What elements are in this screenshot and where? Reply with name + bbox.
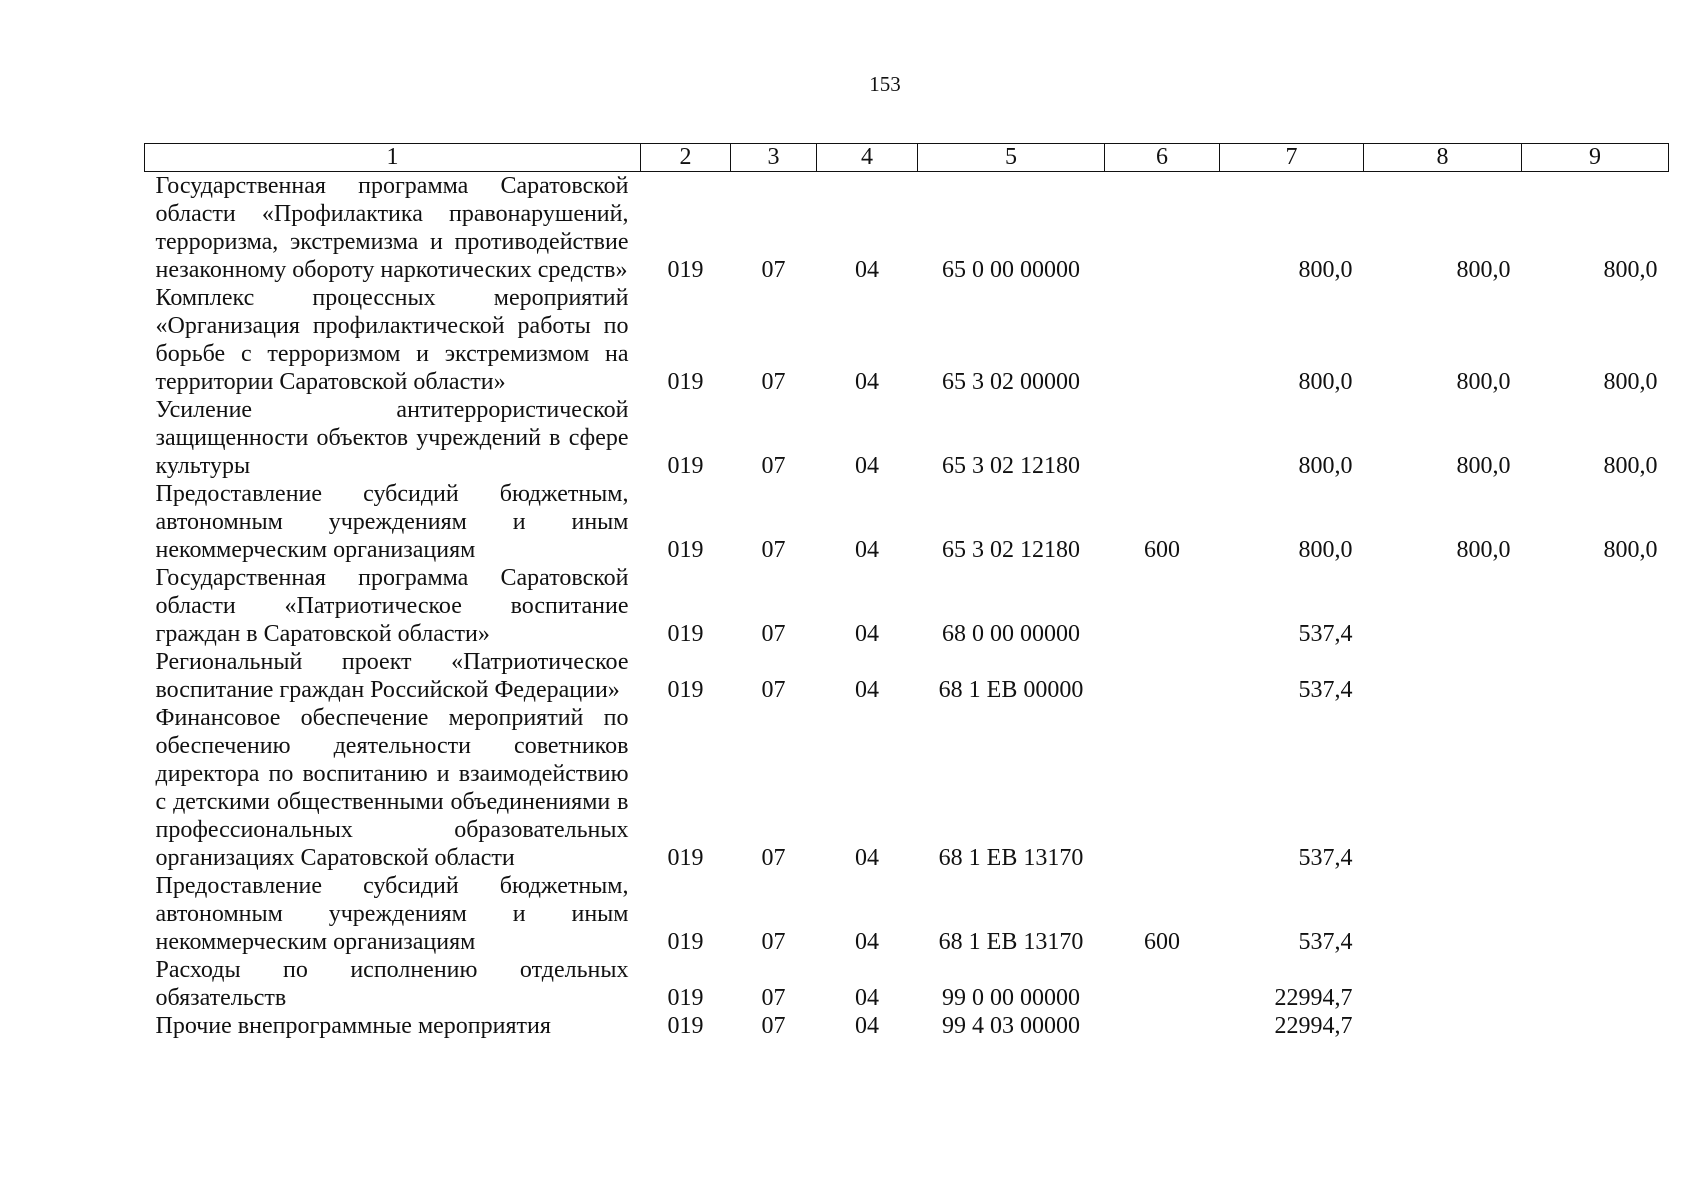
row-amount-col7: 22994,7 [1274, 1013, 1353, 1039]
row-subsection: 04 [855, 257, 879, 283]
row-grbs: 019 [667, 677, 704, 703]
header-col-6: 6 [1105, 144, 1220, 172]
row-grbs: 019 [667, 845, 704, 871]
row-grbs: 019 [667, 929, 704, 955]
row-subsection: 04 [855, 929, 879, 955]
row-target-article: 68 1 EB 00000 [938, 677, 1084, 703]
row-grbs: 019 [667, 537, 704, 563]
row-section: 07 [761, 621, 786, 647]
row-name: Усиление антитеррористической защищенности объектов учреждений в сфере культуры [155, 397, 629, 479]
row-target-article: 65 3 02 12180 [942, 453, 1080, 479]
row-grbs: 019 [667, 257, 704, 283]
row-amount-col7: 800,0 [1298, 257, 1353, 283]
row-amount-col8: 800,0 [1456, 257, 1511, 283]
row-amount-col9 [1522, 704, 1669, 872]
row-section: 07 [761, 369, 786, 395]
row-amount-col7: 800,0 [1298, 369, 1353, 395]
row-expense-type [1105, 956, 1220, 1012]
row-name: Государственная программа Саратовской области «Патриотическое воспитание граждан в Саратовской области» [155, 565, 629, 647]
row-amount-col9: 800,0 [1603, 453, 1658, 479]
row-section: 07 [761, 1013, 786, 1039]
row-amount-col9 [1522, 564, 1669, 648]
row-expense-type [1105, 648, 1220, 704]
header-col-8: 8 [1364, 144, 1522, 172]
row-expense-type [1105, 704, 1220, 872]
table-row [145, 648, 1669, 704]
row-grbs: 019 [667, 985, 704, 1011]
header-col-1: 1 [145, 144, 641, 172]
row-amount-col8: 800,0 [1456, 537, 1511, 563]
row-amount-col7: 537,4 [1298, 845, 1353, 871]
row-amount-col8 [1364, 648, 1522, 704]
row-expense-type: 600 [1144, 929, 1180, 955]
row-target-article: 99 0 00 00000 [942, 985, 1080, 1011]
table-row [145, 172, 1669, 285]
row-expense-type [1105, 1012, 1220, 1040]
row-expense-type: 600 [1144, 537, 1180, 563]
page-number: 153 [869, 72, 901, 96]
row-name: Прочие внепрограммные мероприятия [155, 1013, 551, 1039]
row-expense-type [1105, 396, 1220, 480]
table-header [145, 144, 1669, 172]
row-grbs: 019 [667, 1013, 704, 1039]
table-row [145, 1012, 1669, 1040]
budget-table [144, 143, 1669, 1040]
row-expense-type [1105, 284, 1220, 396]
row-grbs: 019 [667, 621, 704, 647]
row-name: Государственная программа Саратовской области «Профилактика правонарушений, терроризма, экстремизма и противодействие незаконному обороту наркотических средств» [155, 173, 629, 283]
table-row [145, 956, 1669, 1012]
row-name: Комплекс процессных мероприятий «Организация профилактической работы по борьбе с терроризмом и экстремизмом на территории Саратовской области» [155, 285, 629, 395]
row-amount-col7: 537,4 [1298, 929, 1353, 955]
header-col-7: 7 [1220, 144, 1364, 172]
header-row [145, 144, 1669, 172]
row-amount-col9 [1522, 956, 1669, 1012]
row-section: 07 [761, 929, 786, 955]
row-amount-col9 [1522, 1012, 1669, 1040]
row-name: Региональный проект «Патриотическое воспитание граждан Российской Федерации» [155, 649, 629, 703]
row-target-article: 99 4 03 00000 [942, 1013, 1080, 1039]
table-row [145, 284, 1669, 396]
row-section: 07 [761, 537, 786, 563]
row-amount-col7: 22994,7 [1274, 985, 1353, 1011]
row-target-article: 65 3 02 00000 [942, 369, 1080, 395]
row-amount-col9: 800,0 [1603, 369, 1658, 395]
table-row [145, 564, 1669, 648]
row-subsection: 04 [855, 453, 879, 479]
row-subsection: 04 [855, 1013, 879, 1039]
row-subsection: 04 [855, 369, 879, 395]
table-body [145, 172, 1669, 1041]
row-amount-col9: 800,0 [1603, 257, 1658, 283]
row-name: Расходы по исполнению отдельных обязательств [155, 957, 629, 1011]
row-section: 07 [761, 453, 786, 479]
row-amount-col7: 800,0 [1298, 453, 1353, 479]
table-row [145, 704, 1669, 872]
row-target-article: 65 0 00 00000 [942, 257, 1080, 283]
row-target-article: 68 1 EB 13170 [938, 929, 1084, 955]
row-expense-type [1105, 564, 1220, 648]
row-name: Предоставление субсидий бюджетным, автономным учреждениям и иным некоммерческим организациям [155, 481, 629, 563]
header-col-4: 4 [817, 144, 918, 172]
row-name: Финансовое обеспечение мероприятий по обеспечению деятельности советников директора по воспитанию и взаимодействию с детскими общественными объединениями в профессиональных образовательных организациях Саратовской области [155, 705, 629, 871]
header-col-3: 3 [731, 144, 817, 172]
row-amount-col9 [1522, 648, 1669, 704]
row-amount-col8 [1364, 956, 1522, 1012]
row-section: 07 [761, 677, 786, 703]
row-amount-col7: 537,4 [1298, 621, 1353, 647]
row-amount-col8 [1364, 704, 1522, 872]
row-section: 07 [761, 985, 786, 1011]
row-amount-col7: 800,0 [1298, 537, 1353, 563]
row-subsection: 04 [855, 845, 879, 871]
row-amount-col8 [1364, 1012, 1522, 1040]
row-subsection: 04 [855, 537, 879, 563]
header-col-2: 2 [641, 144, 731, 172]
row-subsection: 04 [855, 985, 879, 1011]
row-subsection: 04 [855, 677, 879, 703]
table-row [145, 480, 1669, 564]
row-section: 07 [761, 845, 786, 871]
row-target-article: 68 1 EB 13170 [938, 845, 1084, 871]
row-grbs: 019 [667, 369, 704, 395]
row-expense-type [1105, 172, 1220, 285]
row-name: Предоставление субсидий бюджетным, автономным учреждениям и иным некоммерческим организациям [155, 873, 629, 955]
row-section: 07 [761, 257, 786, 283]
row-amount-col8: 800,0 [1456, 453, 1511, 479]
row-amount-col8 [1364, 872, 1522, 956]
row-amount-col9 [1522, 872, 1669, 956]
row-amount-col7: 537,4 [1298, 677, 1353, 703]
row-target-article: 68 0 00 00000 [942, 621, 1080, 647]
row-amount-col8: 800,0 [1456, 369, 1511, 395]
row-grbs: 019 [667, 453, 704, 479]
row-amount-col8 [1364, 564, 1522, 648]
row-target-article: 65 3 02 12180 [942, 537, 1080, 563]
table-row [145, 872, 1669, 956]
row-subsection: 04 [855, 621, 879, 647]
header-col-9: 9 [1522, 144, 1669, 172]
header-col-5: 5 [918, 144, 1105, 172]
row-amount-col9: 800,0 [1603, 537, 1658, 563]
table-row [145, 396, 1669, 480]
